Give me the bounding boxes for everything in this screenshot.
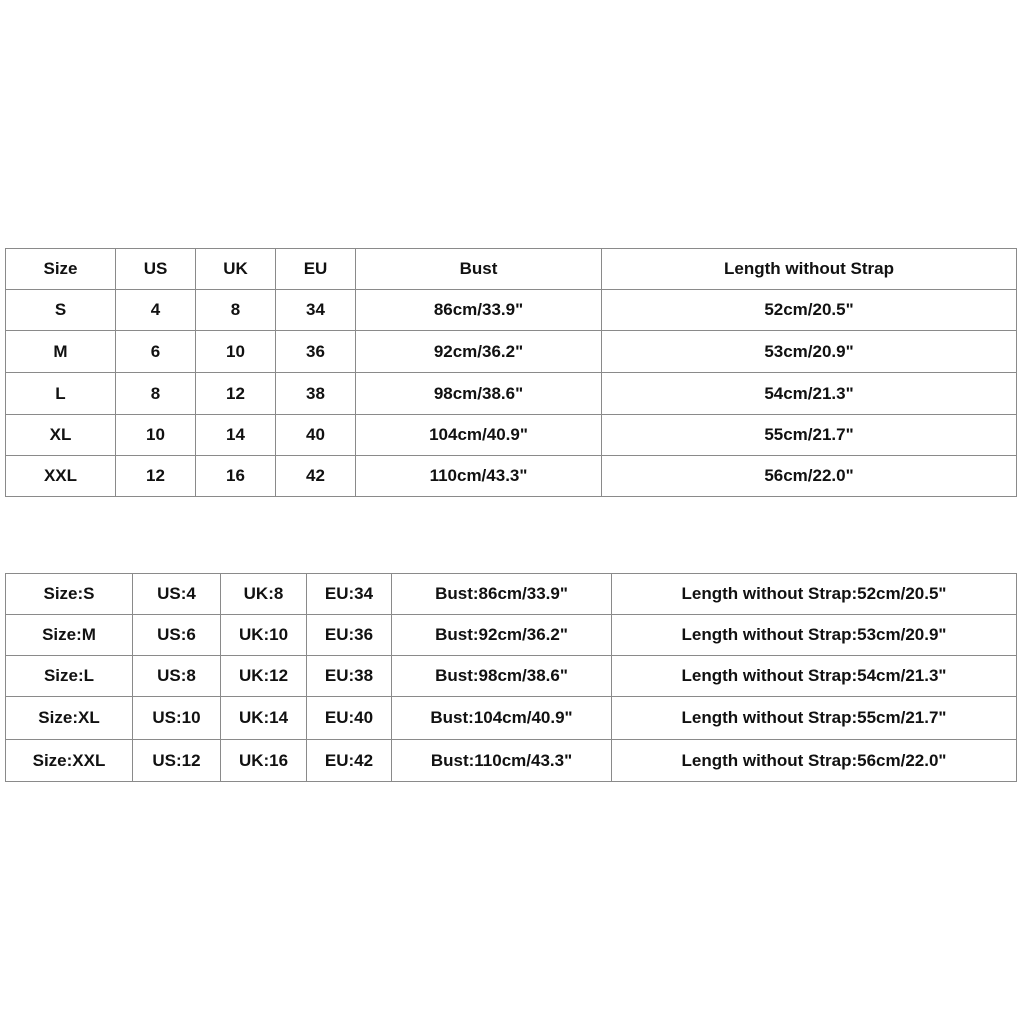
cell-uk: 12 [196,373,276,415]
header-eu: EU [276,249,356,290]
table-row [6,456,1017,497]
cell-us: 8 [116,373,196,415]
cell-eu: EU:38 [307,656,392,697]
cell-size: S [6,290,116,331]
cell-bust: 104cm/40.9" [356,415,602,456]
cell-length: Length without Strap:54cm/21.3" [612,656,1017,697]
cell-length: 53cm/20.9" [602,331,1017,373]
cell-bust: 110cm/43.3" [356,456,602,497]
cell-uk: UK:10 [221,615,307,656]
table-row [6,331,1017,373]
cell-us: US:6 [133,615,221,656]
table-row [6,574,1017,615]
cell-uk: 10 [196,331,276,373]
cell-size: M [6,331,116,373]
header-uk: UK [196,249,276,290]
cell-uk: UK:16 [221,740,307,782]
cell-us: 12 [116,456,196,497]
cell-bust: Bust:110cm/43.3" [392,740,612,782]
cell-length: 55cm/21.7" [602,415,1017,456]
table-row [6,415,1017,456]
cell-size: XXL [6,456,116,497]
cell-bust: 86cm/33.9" [356,290,602,331]
cell-length: Length without Strap:53cm/20.9" [612,615,1017,656]
cell-us: 6 [116,331,196,373]
cell-size: L [6,373,116,415]
cell-uk: 14 [196,415,276,456]
cell-eu: 42 [276,456,356,497]
cell-eu: EU:42 [307,740,392,782]
cell-length: Length without Strap:56cm/22.0" [612,740,1017,782]
cell-size: Size:L [6,656,133,697]
cell-uk: UK:14 [221,697,307,740]
cell-uk: 8 [196,290,276,331]
cell-eu: 34 [276,290,356,331]
cell-length: 52cm/20.5" [602,290,1017,331]
table-row [6,373,1017,415]
cell-eu: 38 [276,373,356,415]
cell-bust: Bust:104cm/40.9" [392,697,612,740]
cell-us: US:10 [133,697,221,740]
cell-length: Length without Strap:55cm/21.7" [612,697,1017,740]
cell-length: 56cm/22.0" [602,456,1017,497]
cell-uk: UK:8 [221,574,307,615]
cell-us: US:12 [133,740,221,782]
cell-size: Size:XXL [6,740,133,782]
table-row [6,697,1017,740]
cell-bust: Bust:92cm/36.2" [392,615,612,656]
table-row [6,740,1017,782]
cell-uk: 16 [196,456,276,497]
cell-eu: EU:36 [307,615,392,656]
cell-eu: EU:40 [307,697,392,740]
table-row [6,290,1017,331]
cell-us: 4 [116,290,196,331]
size-chart-table-inline [5,573,1017,782]
cell-eu: 40 [276,415,356,456]
header-us: US [116,249,196,290]
header-length: Length without Strap [602,249,1017,290]
cell-size: Size:XL [6,697,133,740]
cell-size: Size:M [6,615,133,656]
table-row [6,615,1017,656]
cell-us: US:4 [133,574,221,615]
cell-bust: Bust:86cm/33.9" [392,574,612,615]
cell-bust: 98cm/38.6" [356,373,602,415]
cell-eu: EU:34 [307,574,392,615]
cell-us: US:8 [133,656,221,697]
cell-uk: UK:12 [221,656,307,697]
cell-bust: Bust:98cm/38.6" [392,656,612,697]
cell-length: Length without Strap:52cm/20.5" [612,574,1017,615]
cell-size: XL [6,415,116,456]
cell-us: 10 [116,415,196,456]
cell-eu: 36 [276,331,356,373]
table-header-row [6,249,1017,290]
size-chart-table-columns [5,248,1017,497]
cell-bust: 92cm/36.2" [356,331,602,373]
header-size: Size [6,249,116,290]
header-bust: Bust [356,249,602,290]
cell-size: Size:S [6,574,133,615]
table-row [6,656,1017,697]
cell-length: 54cm/21.3" [602,373,1017,415]
